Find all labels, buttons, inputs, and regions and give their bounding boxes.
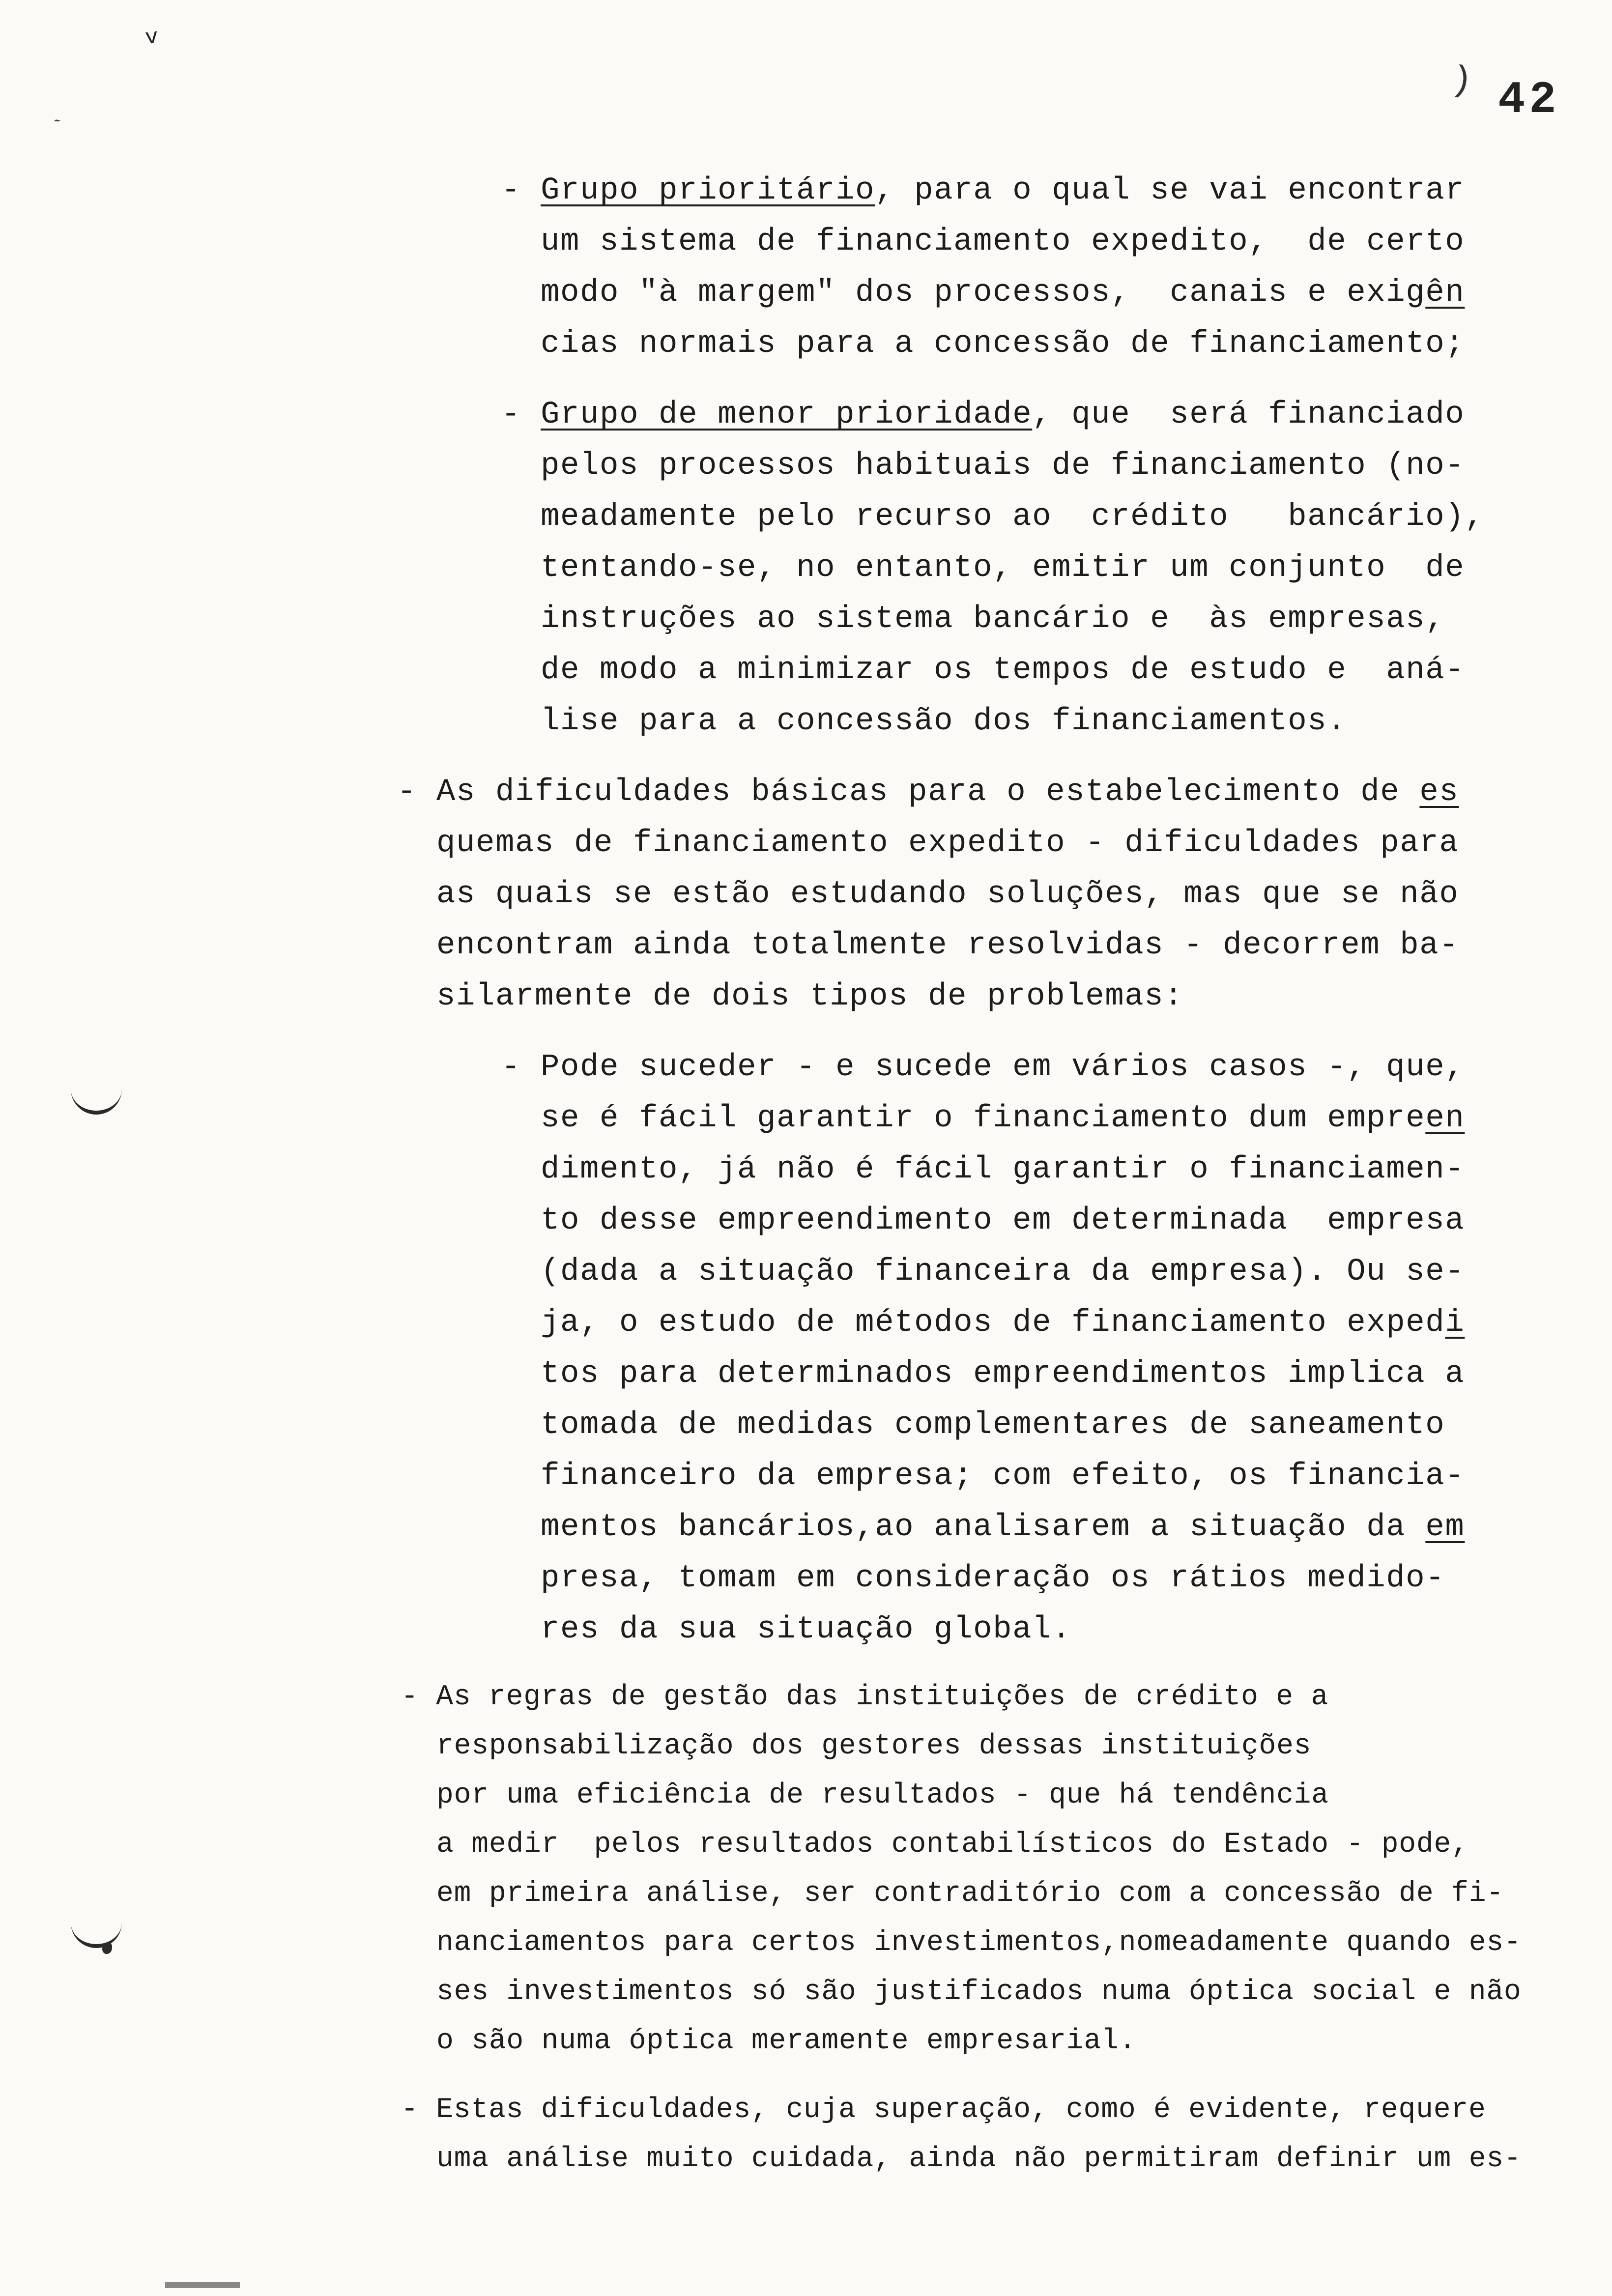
text-line [436,1970,1612,2019]
text-line [541,1297,1612,1349]
text-line [436,971,1612,1022]
text-line [436,1724,1612,1773]
text-segment: tomada de medidas complementares de saneamento [541,1407,1445,1443]
text-segment: - [501,397,541,432]
paragraph-estas-dificuldades [401,2088,1612,2186]
text-line [541,1144,1612,1195]
text-segment: - [501,173,541,208]
text-line [541,318,1612,370]
underlined-text: i [1445,1305,1465,1341]
text-line [541,491,1612,543]
underlined-text: ên [1425,275,1465,311]
text-line [541,645,1612,696]
paragraph-grupo-prioritario [501,165,1612,370]
text-segment: o são numa óptica meramente empresarial. [436,2027,1137,2058]
text-line [436,869,1612,920]
stray-check-mark: v [144,27,160,52]
text-line [436,1773,1612,1822]
text-segment: a medir pelos resultados contabilísticos do Estado - pode, [436,1830,1469,1862]
text-segment: instruções ao sistema bancário e às empresas, [541,602,1445,637]
text-segment: modo "à margem" dos processos, canais e exig [541,275,1426,311]
text-segment: pelos processos habituais de financiamento (no- [541,448,1465,484]
text-line [436,920,1612,971]
text-line [541,1451,1612,1502]
text-line [541,267,1612,318]
scan-edge-speck [165,2282,240,2288]
text-segment: nanciamentos para certos investimentos,nomeadamente quando es- [436,1928,1522,1960]
text-segment: quemas de financiamento expedito - dificuldades para [436,826,1459,861]
text-segment: ses investimentos só são justificados numa óptica social e não [436,1978,1522,2009]
paragraph-dificuldades-basicas [397,767,1612,1022]
text-segment: de modo a minimizar os tempos de estudo e aná- [541,653,1465,688]
text-segment: tentando-se, no entanto, emitir um conjunto de [541,550,1465,586]
text-segment: dimento, já não é fácil garantir o financiamen- [541,1152,1465,1187]
underlined-text: Grupo prioritário [541,173,875,208]
text-line [436,2137,1612,2186]
underlined-text: en [1425,1101,1465,1136]
text-line [436,1921,1612,1970]
text-segment: - As regras de gestão das instituições de crédito e a [401,1683,1329,1714]
text-segment: um sistema de financiamento expedito, de certo [541,224,1465,259]
text-segment: uma análise muito cuidada, ainda não permitiram definir um es- [436,2145,1522,2176]
paragraph-grupo-menor-prioridade [501,389,1612,747]
text-segment: , para o qual se vai encontrar [875,173,1465,208]
text-line [541,594,1612,645]
stray-tick-mark: ` [48,112,78,145]
text-line [541,1400,1612,1451]
document-content [0,165,1612,2206]
text-segment: meadamente pelo recurso ao crédito bancário), [541,499,1485,535]
text-line [541,1093,1612,1144]
text-line [501,165,1612,216]
text-segment: res da sua situação global. [541,1612,1072,1647]
text-segment: to desse empreendimento em determinada empresa [541,1203,1465,1238]
text-line [401,1675,1612,1724]
text-line [541,1195,1612,1246]
text-segment: presa, tomam em consideração os rátios medido- [541,1561,1445,1596]
text-line [436,1871,1612,1921]
text-segment: (dada a situação financeira da empresa). Ou se- [541,1254,1465,1290]
text-segment: financeiro da empresa; com efeito, os financia- [541,1459,1465,1494]
text-line [401,2088,1612,2137]
stray-paren-mark: ) [1448,61,1475,104]
text-segment: mentos bancários,ao analisarem a situação da [541,1510,1426,1545]
text-segment: ja, o estudo de métodos de financiamento exped [541,1305,1445,1341]
text-line [541,1553,1612,1604]
text-line [541,216,1612,267]
text-segment: tos para determinados empreendimentos implica a [541,1356,1465,1392]
text-segment: encontram ainda totalmente resolvidas - decorrem ba- [436,928,1459,963]
text-line [436,818,1612,869]
text-line [541,543,1612,594]
text-line [541,1604,1612,1655]
text-line [436,1822,1612,1871]
paragraph-regras-de-gestao [401,1675,1612,2068]
text-segment: se é fácil garantir o financiamento dum empre [541,1101,1426,1136]
text-segment: em primeira análise, ser contraditório com a concessão de fi- [436,1879,1504,1911]
text-segment: cias normais para a concessão de financiamento; [541,326,1465,362]
text-line [541,440,1612,491]
text-line [436,2019,1612,2068]
text-segment: responsabilização dos gestores dessas instituições [436,1732,1312,1763]
text-line [541,1246,1612,1297]
text-segment: lise para a concessão dos financiamentos. [541,704,1347,739]
text-line [501,389,1612,440]
text-segment: , que será financiado [1032,397,1465,432]
text-segment: silarmente de dois tipos de problemas: [436,979,1184,1014]
text-segment: - Pode suceder - e sucede em vários casos -, que, [501,1050,1465,1085]
text-line [501,1042,1612,1093]
underlined-text: Grupo de menor prioridade [541,397,1033,432]
paragraph-pode-suceder [501,1042,1612,1655]
text-line [397,767,1612,818]
text-segment: por uma eficiência de resultados - que há tendência [436,1781,1329,1812]
text-line [541,1349,1612,1400]
text-segment: - Estas dificuldades, cuja superação, como é evidente, requere [401,2095,1486,2127]
underlined-text: es [1419,775,1459,810]
underlined-text: em [1425,1510,1465,1545]
text-line [541,696,1612,747]
text-segment: as quais se estão estudando soluções, mas que se não [436,877,1459,912]
page-number: 42 [1498,75,1560,126]
text-line [541,1502,1612,1553]
text-segment: - As dificuldades básicas para o estabelecimento de [397,775,1420,810]
